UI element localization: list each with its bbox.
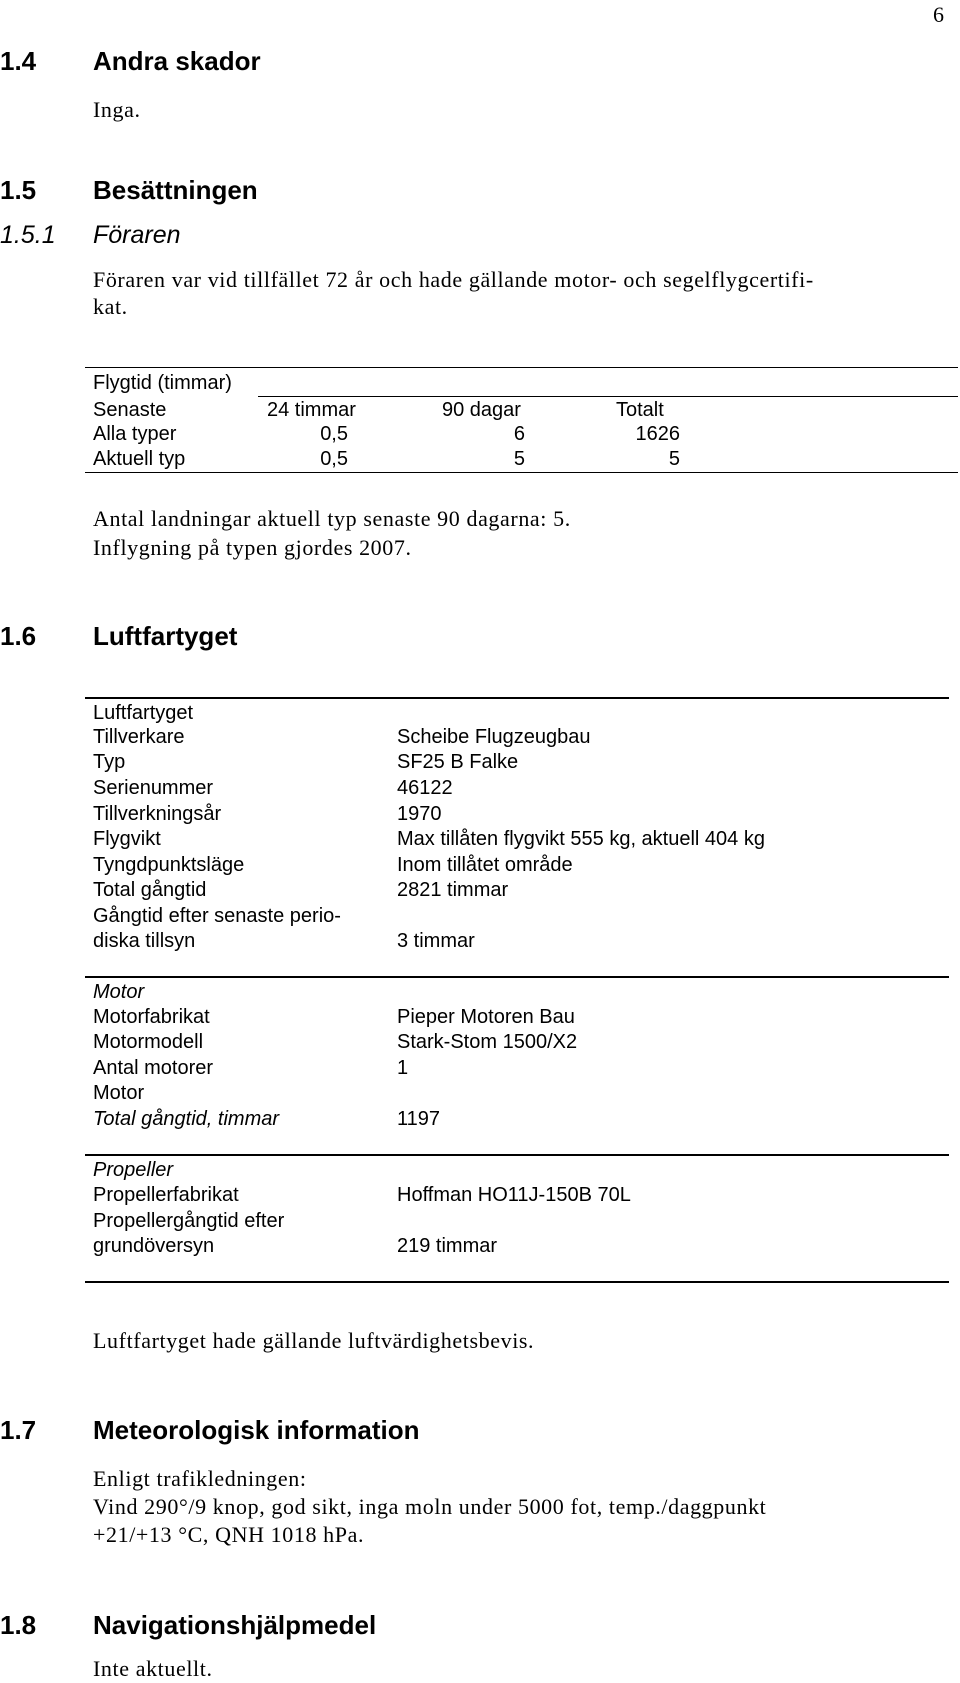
subsection-number: 1.5.1 <box>0 221 56 249</box>
table-rule <box>85 472 958 473</box>
section-title: Besättningen <box>93 175 258 205</box>
row-label: Tyngdpunktsläge <box>93 854 245 876</box>
row-label: Propellergångtid efter <box>93 1210 285 1232</box>
row-value: 46122 <box>397 777 453 799</box>
weather-line-2: Vind 290°/9 knop, god sikt, inga moln under 5000 fot, temp./daggpunkt <box>93 1494 767 1519</box>
section-number: 1.4 <box>0 46 37 76</box>
table-cell: 0,5 <box>320 423 348 445</box>
row-label: Motorfabrikat <box>93 1006 210 1028</box>
table-rule <box>85 976 949 978</box>
table-cell: 5 <box>513 448 525 470</box>
section-title: Luftfartyget <box>93 621 238 651</box>
page-number: 6 <box>933 2 944 27</box>
other-damage-text: Inga. <box>93 97 141 122</box>
row-label: Propellerfabrikat <box>93 1184 239 1206</box>
row-value: 219 timmar <box>397 1235 498 1257</box>
propeller-table-caption: Propeller <box>93 1159 174 1181</box>
row-label: Tillverkare <box>93 726 185 748</box>
flight-table-header: 90 dagar <box>442 399 521 421</box>
table-cell: Alla typer <box>93 423 177 445</box>
row-value: 1 <box>397 1057 409 1079</box>
airworthiness-text: Luftfartyget hade gällande luftvärdighetsbevis. <box>93 1328 535 1353</box>
table-rule <box>85 697 949 699</box>
navigation-text: Inte aktuellt. <box>93 1656 213 1681</box>
row-label: Total gångtid <box>93 879 207 901</box>
row-value: SF25 B Falke <box>397 751 519 773</box>
row-value: Inom tillåtet område <box>397 854 573 876</box>
section-number: 1.5 <box>0 175 37 205</box>
row-value: 2821 timmar <box>397 879 509 901</box>
row-value: 1970 <box>397 803 442 825</box>
row-label: Total gångtid, timmar <box>93 1108 280 1130</box>
table-rule <box>85 1154 949 1156</box>
row-label: Motormodell <box>93 1031 204 1053</box>
flight-table-header: 24 timmar <box>267 399 356 421</box>
subsection-title: Föraren <box>93 221 181 249</box>
table-rule <box>85 1281 949 1283</box>
flight-table-header: Totalt <box>616 399 664 421</box>
table-cell: Aktuell typ <box>93 448 186 470</box>
row-label: grundöversyn <box>93 1235 215 1257</box>
row-value: Pieper Motoren Bau <box>397 1006 575 1028</box>
section-number: 1.8 <box>0 1610 37 1640</box>
aircraft-table-caption: Luftfartyget <box>93 702 194 724</box>
row-label: Gångtid efter senaste perio- <box>93 905 341 927</box>
weather-line-3: +21/+13 °C, QNH 1018 hPa. <box>93 1522 365 1547</box>
table-cell: 6 <box>513 423 525 445</box>
table-cell: 1626 <box>635 423 680 445</box>
section-title: Andra skador <box>93 46 261 76</box>
landings-line-2: Inflygning på typen gjordes 2007. <box>93 535 412 560</box>
table-rule <box>258 396 958 397</box>
pilot-text-line-2: kat. <box>93 294 128 319</box>
row-label: Tillverkningsår <box>93 803 222 825</box>
row-value: Stark-Stom 1500/X2 <box>397 1031 578 1053</box>
table-rule <box>85 367 958 368</box>
row-value: 3 timmar <box>397 930 475 952</box>
row-value: 1197 <box>397 1108 441 1130</box>
row-value: Hoffman HO11J-150B 70L <box>397 1184 631 1206</box>
table-cell: 0,5 <box>320 448 348 470</box>
section-number: 1.7 <box>0 1415 37 1445</box>
weather-line-1: Enligt trafikledningen: <box>93 1466 307 1491</box>
section-number: 1.6 <box>0 621 37 651</box>
row-label: Typ <box>93 751 126 773</box>
flight-table-caption: Flygtid (timmar) <box>93 372 232 394</box>
landings-line-1: Antal landningar aktuell typ senaste 90 dagarna: 5. <box>93 506 571 531</box>
table-cell: 5 <box>668 448 680 470</box>
row-label: diska tillsyn <box>93 930 196 952</box>
section-title: Navigationshjälpmedel <box>93 1610 377 1640</box>
row-label: Flygvikt <box>93 828 161 850</box>
section-title: Meteorologisk information <box>93 1415 420 1445</box>
pilot-text-line-1: Föraren var vid tillfället 72 år och hade gällande motor- och segelflygcertifi- <box>93 267 814 292</box>
row-value: Max tillåten flygvikt 555 kg, aktuell 404 kg <box>397 828 765 850</box>
row-label: Serienummer <box>93 777 214 799</box>
flight-table-header: Senaste <box>93 399 167 421</box>
engine-table-caption: Motor <box>93 981 145 1003</box>
row-label: Antal motorer <box>93 1057 214 1079</box>
row-label: Motor <box>93 1082 145 1104</box>
row-value: Scheibe Flugzeugbau <box>397 726 591 748</box>
